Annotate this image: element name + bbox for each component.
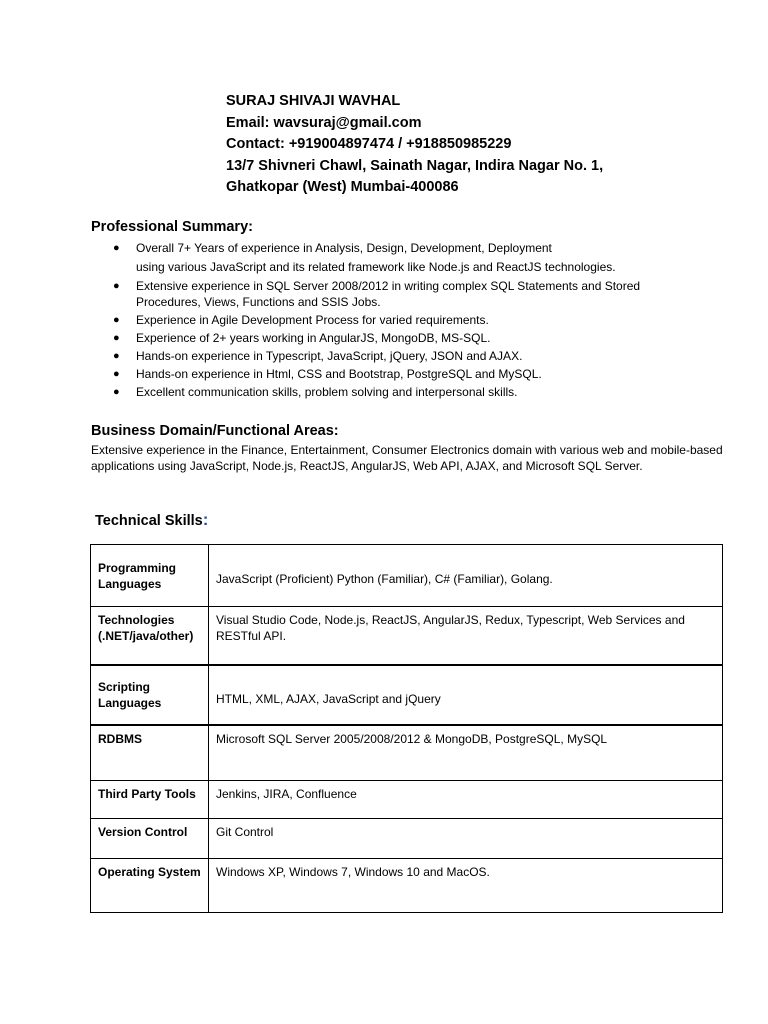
skill-category: Technologies (.NET/java/other)	[91, 607, 209, 666]
skill-category: Scripting Languages	[91, 665, 209, 725]
skill-category: Third Party Tools	[91, 781, 209, 819]
list-item-text: Experience in Agile Development Process for varied requirements.	[136, 313, 489, 327]
table-row	[91, 781, 723, 819]
list-item-text: using various JavaScript and its related framework like Node.js and ReactJS technologies.	[136, 260, 616, 274]
list-item	[108, 240, 708, 275]
list-item	[108, 384, 708, 400]
list-item-text: Extensive experience in SQL Server 2008/2012 in writing complex SQL Statements and Stored	[136, 279, 641, 293]
list-item	[108, 330, 708, 346]
list-item-text: Hands-on experience in Typescript, JavaScript, jQuery, JSON and AJAX.	[136, 349, 523, 363]
table-row	[91, 545, 723, 607]
bullet-icon: ●	[113, 386, 120, 398]
skill-value: Windows XP, Windows 7, Windows 10 and MacOS.	[209, 859, 723, 913]
list-item	[108, 312, 708, 328]
list-item-text: Hands-on experience in Html, CSS and Bootstrap, PostgreSQL and MySQL.	[136, 367, 542, 381]
resume-header	[226, 91, 603, 199]
business-domain-heading: Business Domain/Functional Areas:	[91, 423, 339, 439]
email-line: Email: wavsuraj@gmail.com	[226, 114, 422, 131]
bullet-icon: ●	[113, 280, 120, 292]
professional-summary-heading: Professional Summary:	[91, 219, 253, 235]
bullet-icon: ●	[113, 332, 120, 344]
summary-list	[108, 240, 708, 402]
list-item-text: Procedures, Views, Functions and SSIS Jobs.	[136, 295, 381, 309]
skill-category: Operating System	[91, 859, 209, 913]
list-item-text: Excellent communication skills, problem solving and interpersonal skills.	[136, 385, 518, 399]
bullet-icon: ●	[113, 368, 120, 380]
list-item-text: Experience of 2+ years working in AngularJS, MongoDB, MS-SQL.	[136, 331, 491, 345]
address-line-2: Ghatkopar (West) Mumbai-400086	[226, 179, 459, 195]
skill-value: JavaScript (Proficient) Python (Familiar), C# (Familiar), Golang.	[209, 545, 723, 607]
list-item	[108, 366, 708, 382]
list-item	[108, 278, 708, 310]
bullet-icon: ●	[113, 314, 120, 326]
candidate-name: SURAJ SHIVAJI WAVHAL	[226, 93, 401, 109]
skill-value: Microsoft SQL Server 2005/2008/2012 & MongoDB, PostgreSQL, MySQL	[209, 725, 723, 781]
list-item-text: Overall 7+ Years of experience in Analysis, Design, Development, Deployment	[136, 241, 552, 255]
bullet-icon: ●	[113, 242, 120, 254]
skill-value: HTML, XML, AJAX, JavaScript and jQuery	[209, 665, 723, 725]
table-row	[91, 607, 723, 666]
skill-value: Git Control	[209, 819, 723, 859]
business-domain-text: Extensive experience in the Finance, Entertainment, Consumer Electronics domain with various web and mobile-based applications using JavaScript, Node.js, ReactJS, AngularJS, Web API, AJAX, and Microsoft SQL Server.	[91, 443, 723, 473]
technical-skills-title: Technical Skills	[95, 513, 203, 529]
table-row	[91, 819, 723, 859]
technical-skills-heading	[95, 510, 208, 530]
bullet-icon: ●	[113, 350, 120, 362]
technical-skills-colon: :	[202, 510, 209, 529]
skill-category: Programming Languages	[91, 545, 209, 607]
address-line-1: 13/7 Shivneri Chawl, Sainath Nagar, Indira Nagar No. 1,	[226, 157, 604, 174]
skill-value: Jenkins, JIRA, Confluence	[209, 781, 723, 819]
skill-category: RDBMS	[91, 725, 209, 781]
list-item	[108, 348, 708, 364]
contact-line: Contact: +919004897474 / +918850985229	[226, 136, 512, 152]
table-row	[91, 859, 723, 913]
table-row	[91, 665, 723, 725]
skill-category: Version Control	[91, 819, 209, 859]
technical-skills-table	[90, 544, 723, 913]
table-row	[91, 725, 723, 781]
skill-value: Visual Studio Code, Node.js, ReactJS, AngularJS, Redux, Typescript, Web Services and RESTful API.	[209, 607, 723, 666]
